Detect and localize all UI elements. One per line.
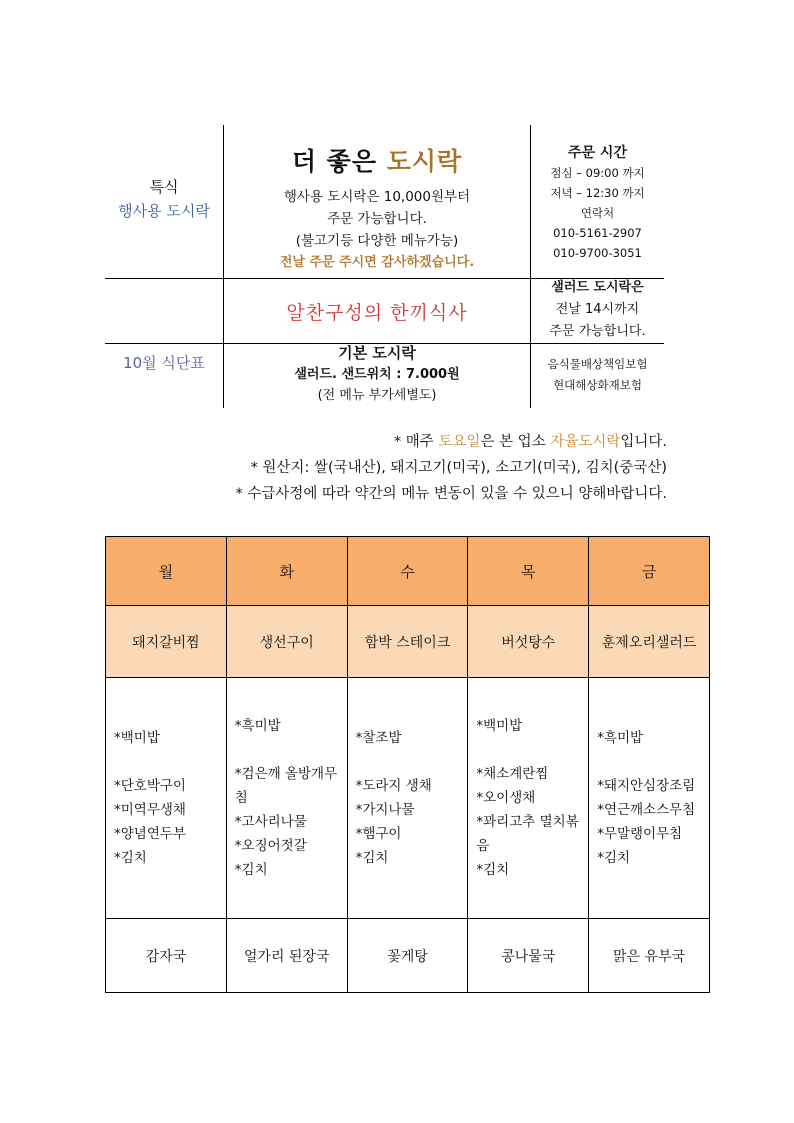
main-dish-cell: 훈제오리샐러드 — [589, 606, 710, 678]
side-item: *양념연두부 — [114, 826, 186, 842]
side-dish-cell — [226, 678, 347, 919]
rice-item: *흑미밥 — [597, 730, 644, 746]
rice-item: *찰조밥 — [355, 730, 402, 746]
day-cell: 화 — [226, 537, 347, 606]
slogan: 알찬구성의 한끼식사 — [286, 302, 468, 324]
soup-cell: 꽃게탕 — [347, 919, 468, 993]
soup-cell: 맑은 유부국 — [589, 919, 710, 993]
contact-label: 연락처 — [580, 206, 615, 220]
phone-number: 010-5161-2907 — [553, 226, 642, 240]
basic-title: 기본 도시락 — [338, 344, 416, 362]
basic-lunchbox-info — [224, 343, 530, 406]
side-item: *연근깨소스무침 — [597, 802, 696, 818]
basic-vat: (전 메뉴 부가세별도) — [317, 388, 437, 403]
event-lunchbox-info — [224, 186, 530, 274]
main-dish-row — [106, 606, 710, 678]
main-dish-cell: 함박 스테이크 — [347, 606, 468, 678]
soup-cell: 콩나물국 — [468, 919, 589, 993]
side-item: *무말랭이무침 — [597, 826, 683, 842]
side-item: *김치 — [114, 850, 147, 866]
main-dish-cell: 돼지갈비찜 — [106, 606, 227, 678]
note-text: 입니다. — [620, 434, 667, 450]
rice-item: *백미밥 — [476, 718, 523, 734]
day-cell: 금 — [589, 537, 710, 606]
rice-item: *백미밥 — [114, 730, 160, 746]
event-line: 주문 가능합니다. — [327, 211, 427, 227]
soup-row — [106, 919, 710, 993]
side-dish-cell — [468, 678, 589, 919]
side-dish-row — [106, 678, 710, 919]
order-lunch: 점심 – 09:00 까지 — [550, 166, 645, 180]
weekly-menu-table — [105, 536, 710, 993]
side-item: *오징어젓갈 — [234, 838, 307, 854]
side-dish-cell — [347, 678, 468, 919]
side-dish-cell — [589, 678, 710, 919]
side-item: *꽈리고추 멸치볶음 — [476, 814, 579, 854]
day-cell: 월 — [106, 537, 227, 606]
order-time-title: 주문 시간 — [568, 145, 627, 161]
side-item: *김치 — [476, 862, 510, 878]
note-self-lunchbox-highlight: 자율도시락 — [550, 434, 621, 450]
side-item: *고사리나물 — [234, 814, 307, 830]
event-line: 행사용 도시락은 10,000원부터 — [283, 189, 471, 205]
insurance-line: 음식물배상책임보험 — [547, 357, 648, 371]
note-saturday — [394, 430, 667, 451]
main-dish-cell: 버섯탕수 — [468, 606, 589, 678]
event-note: 전날 주문 주시면 감사하겠습니다. — [279, 255, 475, 270]
side-item: *김치 — [234, 862, 268, 878]
order-dinner: 저녁 – 12:30 까지 — [550, 186, 645, 200]
special-title: 특식 — [149, 178, 179, 196]
salad-title: 샐러드 도시락은 — [551, 280, 644, 295]
side-item: *가지나물 — [355, 802, 415, 818]
special-lunchbox-label — [105, 175, 223, 223]
title-prefix: 더 좋은 — [291, 147, 377, 176]
soup-cell: 감자국 — [106, 919, 227, 993]
month-menu-label: 10월 식단표 — [123, 354, 205, 372]
side-item: *돼지안심장조림 — [597, 778, 696, 794]
side-item: *단호박구이 — [114, 778, 186, 794]
side-item: *채소계란찜 — [476, 766, 549, 782]
order-time-info — [531, 143, 664, 263]
page-title — [224, 142, 530, 178]
special-subtitle: 행사용 도시락 — [118, 202, 210, 220]
salad-order-info — [531, 277, 664, 343]
title-highlight: 도시락 — [386, 147, 463, 176]
phone-number: 010-9700-3051 — [553, 246, 642, 260]
note-saturday-highlight: 토요일 — [438, 434, 481, 450]
rice-item: *흑미밥 — [234, 718, 281, 734]
note-origin: * 원산지: 쌀(국내산), 돼지고기(미국), 소고기(미국), 김치(중국산) — [250, 460, 667, 476]
day-header-row — [106, 537, 710, 606]
insurance-line: 현대해상화재보험 — [553, 378, 642, 392]
side-item: *김치 — [355, 850, 389, 866]
salad-line: 주문 가능합니다. — [549, 324, 646, 339]
side-item: *도라지 생채 — [355, 778, 432, 794]
main-dish-cell: 생선구이 — [226, 606, 347, 678]
soup-cell: 얼가리 된장국 — [226, 919, 347, 993]
side-item: *오이생채 — [476, 790, 536, 806]
side-dish-cell — [106, 678, 227, 919]
note-text: * 매주 — [393, 434, 434, 450]
day-cell: 수 — [347, 537, 468, 606]
note-menu-change: * 수급사정에 따라 약간의 메뉴 변동이 있을 수 있으니 양해바랍니다. — [235, 486, 667, 502]
note-text: 은 본 업소 — [480, 434, 546, 450]
side-item: *미역무생채 — [114, 802, 186, 818]
side-item: *햄구이 — [355, 826, 402, 842]
salad-line: 전날 14시까지 — [555, 302, 640, 317]
insurance-info — [531, 354, 664, 396]
side-item: *검은깨 올방개무침 — [234, 766, 338, 806]
side-item: *김치 — [597, 850, 631, 866]
basic-price: 샐러드. 샌드위치 : 7.000원 — [294, 367, 460, 382]
day-cell: 목 — [468, 537, 589, 606]
event-line: (불고기등 다양한 메뉴가능) — [295, 233, 459, 249]
